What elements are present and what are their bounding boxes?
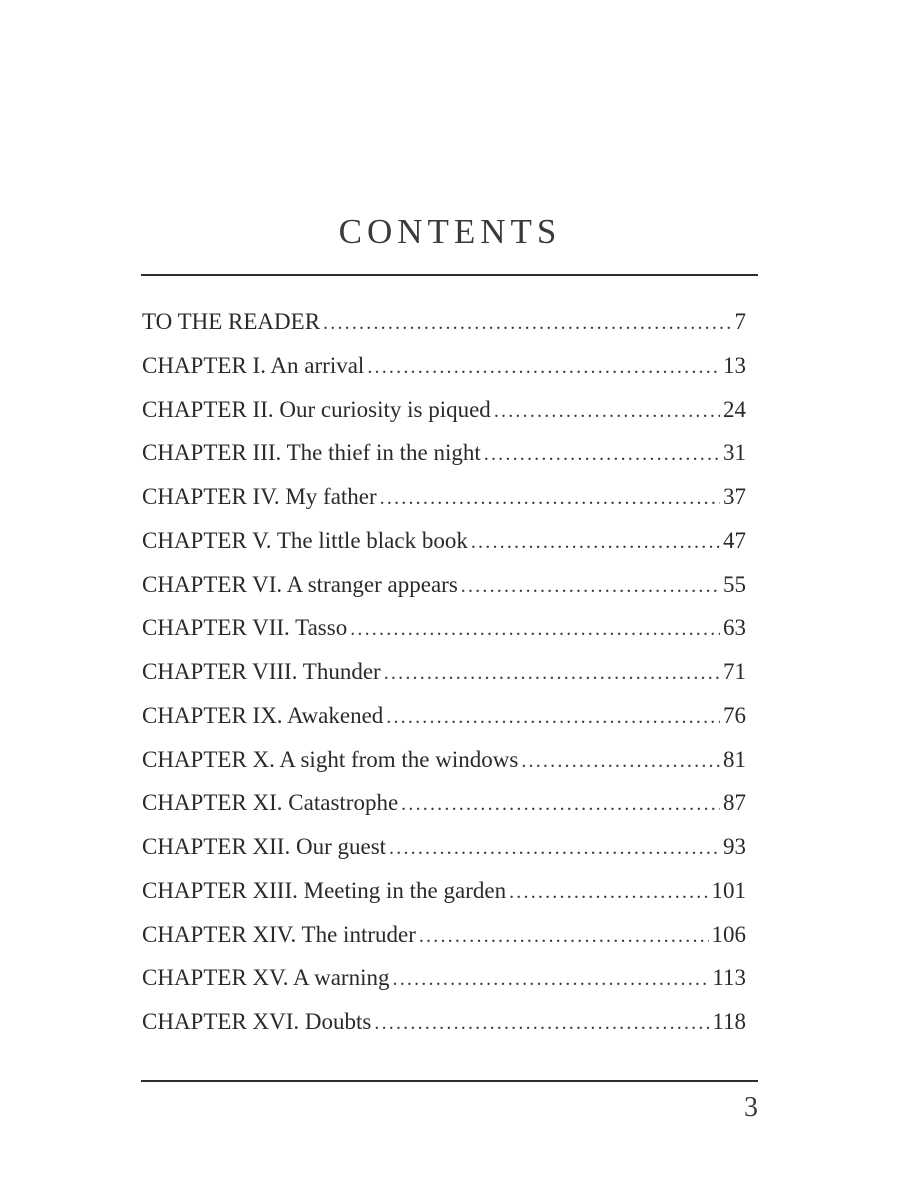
toc-entry-label: CHAPTER VII. Tasso xyxy=(142,615,348,641)
toc-entry[interactable] xyxy=(142,475,746,519)
toc-entry[interactable] xyxy=(142,300,746,344)
toc-entry[interactable] xyxy=(142,563,746,607)
toc-entry-page: 71 xyxy=(723,659,746,684)
dot-leader xyxy=(389,827,720,871)
toc-entry-page: 63 xyxy=(723,615,746,641)
toc-entry[interactable] xyxy=(142,738,746,782)
bottom-rule xyxy=(141,1080,758,1082)
dot-leader xyxy=(374,1002,709,1046)
toc-entry-page: 81 xyxy=(723,746,746,772)
toc-entry[interactable] xyxy=(142,694,746,738)
toc-entry-label: CHAPTER XIII. Meeting in the garden xyxy=(142,877,507,903)
toc-entry-label: CHAPTER II. Our curiosity is piqued xyxy=(142,396,491,422)
toc-entry-label: CHAPTER XI. Catastrophe xyxy=(142,790,399,816)
toc-entry-label: CHAPTER XIV. The intruder xyxy=(142,921,416,947)
toc-entry[interactable] xyxy=(142,519,746,563)
toc-entry-page: 55 xyxy=(723,571,746,597)
toc-entry-label: CHAPTER XVI. Doubts xyxy=(142,1009,372,1034)
dot-leader xyxy=(401,783,720,827)
toc-entry[interactable] xyxy=(142,825,746,869)
toc-entry-page: 13 xyxy=(723,352,746,378)
toc-entry-label: CHAPTER I. An arrival xyxy=(142,352,365,378)
dot-leader xyxy=(350,608,720,652)
dot-leader xyxy=(484,433,720,477)
toc-entry[interactable] xyxy=(142,650,746,694)
toc-entry-page: 31 xyxy=(723,440,746,466)
toc-entry-label: CHAPTER IV. My father xyxy=(142,484,377,509)
dot-leader xyxy=(471,521,720,565)
toc-entry-page: 106 xyxy=(711,921,746,947)
toc-entry-page: 118 xyxy=(712,1009,746,1034)
toc-entry-label: CHAPTER V. The little black book xyxy=(142,527,468,553)
toc-entry-label: CHAPTER VIII. Thunder xyxy=(142,659,381,684)
dot-leader xyxy=(323,302,731,346)
toc-entry-page: 113 xyxy=(712,965,746,991)
toc-entry-page: 93 xyxy=(723,834,746,859)
dot-leader xyxy=(419,915,709,959)
dot-leader xyxy=(393,958,710,1002)
dot-leader xyxy=(494,390,720,434)
toc-entry-label: TO THE READER xyxy=(142,309,321,334)
toc-entry-label: CHAPTER X. A sight from the windows xyxy=(142,746,519,772)
toc-entry-label: CHAPTER III. The thief in the night xyxy=(142,440,481,466)
toc-entry-label: CHAPTER XV. A warning xyxy=(142,965,390,991)
table-of-contents xyxy=(142,300,746,1044)
dot-leader xyxy=(521,740,720,784)
dot-leader xyxy=(384,652,720,696)
dot-leader xyxy=(380,477,720,521)
toc-entry-page: 37 xyxy=(723,484,746,509)
toc-entry[interactable] xyxy=(142,388,746,432)
toc-entry-label: CHAPTER VI. A stranger appears xyxy=(142,571,458,597)
toc-entry[interactable] xyxy=(142,344,746,388)
toc-entry[interactable] xyxy=(142,781,746,825)
toc-entry-page: 47 xyxy=(723,527,746,553)
toc-entry[interactable] xyxy=(142,1000,746,1044)
toc-entry-page: 24 xyxy=(723,396,746,422)
toc-entry-page: 76 xyxy=(723,702,746,728)
toc-entry[interactable] xyxy=(142,606,746,650)
toc-entry-page: 7 xyxy=(734,309,746,334)
toc-entry[interactable] xyxy=(142,956,746,1000)
dot-leader xyxy=(461,565,720,609)
toc-entry-page: 87 xyxy=(723,790,746,816)
dot-leader xyxy=(386,696,720,740)
contents-heading: CONTENTS xyxy=(338,212,562,251)
page-number: 3 xyxy=(744,1092,758,1123)
toc-entry-page: 101 xyxy=(711,877,746,903)
toc-entry-label: CHAPTER XII. Our guest xyxy=(142,834,387,859)
dot-leader xyxy=(367,346,720,390)
dot-leader xyxy=(509,871,708,915)
top-rule xyxy=(141,274,758,276)
toc-entry[interactable] xyxy=(142,913,746,957)
toc-entry-label: CHAPTER IX. Awakened xyxy=(142,702,384,728)
toc-entry[interactable] xyxy=(142,869,746,913)
toc-entry[interactable] xyxy=(142,431,746,475)
